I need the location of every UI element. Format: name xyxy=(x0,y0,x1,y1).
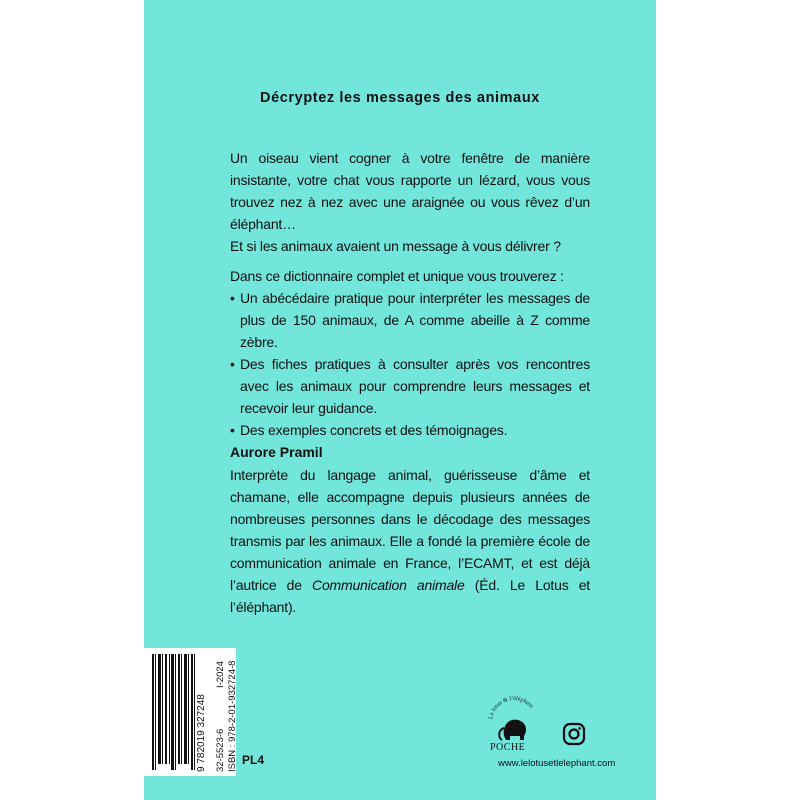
intro-paragraph-2: Et si les animaux avaient un message à vous délivrer ? xyxy=(230,238,561,254)
publisher-website[interactable]: www.lelotusetlelephant.com xyxy=(498,758,616,769)
intro-paragraph-1: Un oiseau vient cogner à votre fenêtre de manière insistante, votre chat vous rapporte un lézard, vous vous trouvez nez à nez avec une araignée ou vous rêvez d’un éléphant… xyxy=(230,150,590,232)
book-back-cover xyxy=(144,0,656,800)
barcode-digits: 9 782019 327248 xyxy=(196,694,207,772)
barcode-code-2: I-2024 xyxy=(215,661,226,688)
barcode-label xyxy=(144,648,236,776)
features-list xyxy=(230,287,590,441)
elephant-icon xyxy=(484,692,544,744)
svg-text:Le lotus & l’éléphant xyxy=(488,696,534,720)
features-lead: Dans ce dictionnaire complet et unique vous trouverez : xyxy=(230,268,564,284)
cover-title: Décryptez les messages des animaux xyxy=(260,90,540,106)
series-code: PL4 xyxy=(242,753,265,767)
publisher-logo-text: Le lotus & l’éléphant xyxy=(488,695,535,720)
barcode-icon xyxy=(150,654,196,770)
feature-item: • Des exemples concrets et des témoignages. xyxy=(230,419,590,441)
feature-item: • Des fiches pratiques à consulter après vos rencontres avec les animaux pour comprendre leurs messages et recevoir leur guidance. xyxy=(230,353,590,419)
features-section xyxy=(230,265,590,441)
feature-item: • Un abécédaire pratique pour interpréter les messages de plus de 150 animaux, de A comme abeille à Z comme zèbre. xyxy=(230,287,590,353)
intro-blurb xyxy=(230,147,590,257)
author-name: Aurore Pramil xyxy=(230,444,323,460)
barcode-code-1: 32-5523-6 xyxy=(215,728,226,772)
author-bio xyxy=(230,464,590,618)
bio-book-title: Communication animale xyxy=(312,577,465,593)
bio-text: Interprète du langage animal, guérisseuse d’âme et chamane, elle accompagne depuis plusieurs années de nombreuses personnes dans le décodage des messages transmis par les animaux. Elle a fondé la première école de communication animale en France, l’ECAMT, et est déjà l’autrice de xyxy=(230,467,590,593)
bio-end: (Éd. Le Lotus et l’éléphant). xyxy=(230,577,590,615)
publisher-line: POCHE xyxy=(490,742,526,753)
instagram-icon[interactable] xyxy=(562,722,586,746)
isbn-text: ISBN : 978-2-01-932724-8 xyxy=(227,660,238,772)
